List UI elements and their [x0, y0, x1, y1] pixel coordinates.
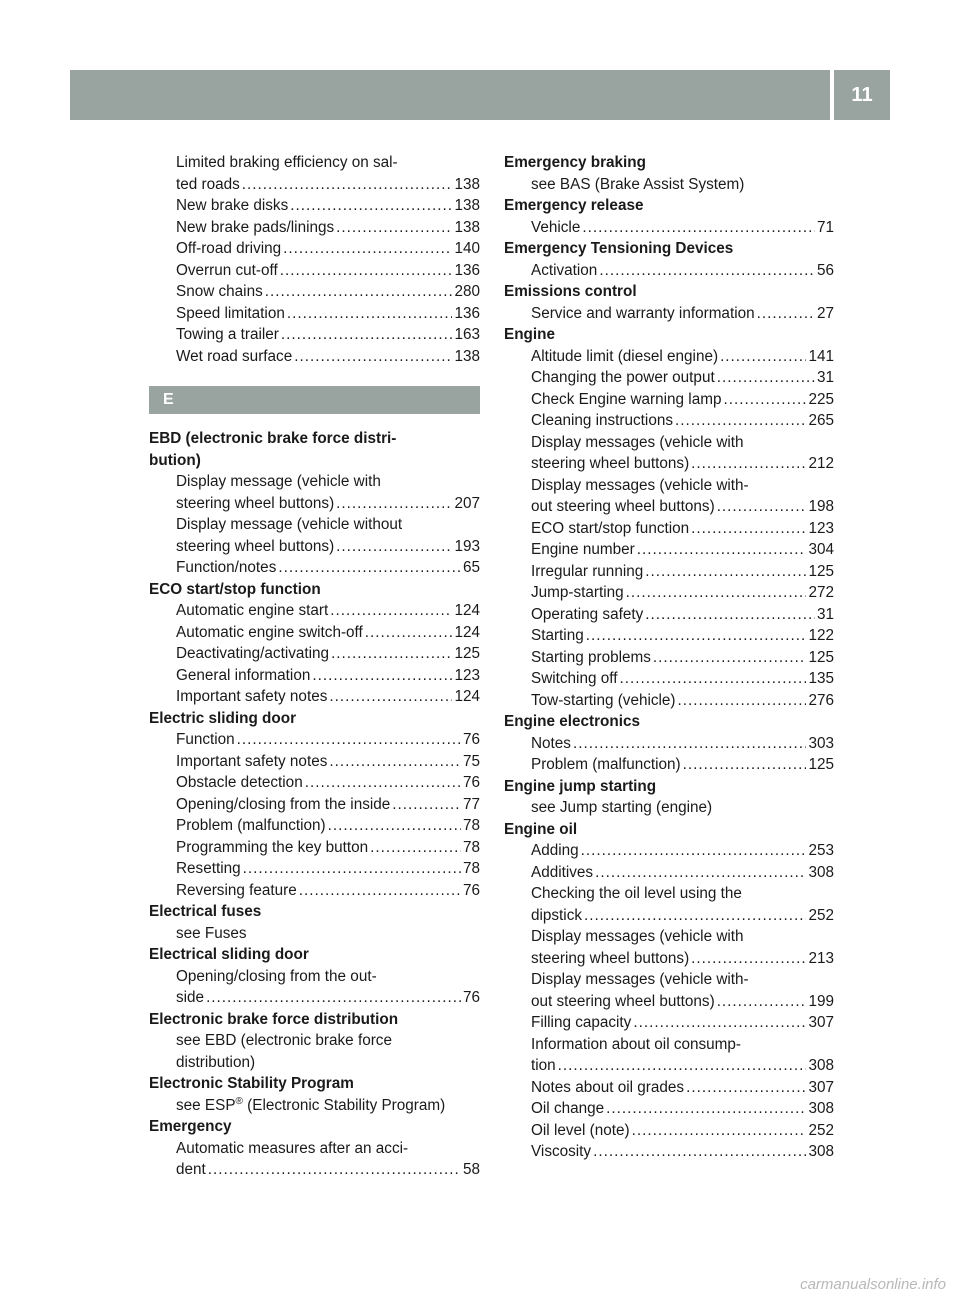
page-ref[interactable]: 124 [454, 602, 480, 619]
page-ref[interactable]: 65 [462, 559, 480, 576]
entry-text: Notes about oil grades [531, 1078, 685, 1096]
index-entry[interactable] [149, 174, 480, 196]
index-heading-emergency-release[interactable]: Emergency release [504, 197, 644, 214]
page-ref[interactable]: 122 [808, 627, 834, 644]
page-ref[interactable]: 136 [454, 261, 480, 279]
index-entry[interactable] [149, 772, 480, 794]
index-heading-ebd[interactable]: EBD (electronic brake force distri- [149, 430, 397, 447]
index-heading-emissions[interactable]: Emissions control [504, 283, 637, 300]
leader-dots [635, 539, 807, 561]
leader-dots [631, 1012, 806, 1034]
index-entry[interactable] [504, 367, 834, 389]
ee-items [504, 733, 834, 776]
engine-items [504, 346, 834, 712]
entry-text: Obstacle detection [176, 774, 303, 791]
see-reference[interactable]: see EBD (electronic brake force [176, 1032, 392, 1049]
entry-text: Adding [531, 842, 579, 859]
entry-text: Reversing feature [176, 881, 297, 899]
entry-text: Wet road surface [176, 347, 293, 365]
index-heading-etd[interactable]: Emergency Tensioning Devices [504, 240, 734, 257]
entry-text: Filling capacity [531, 1014, 632, 1031]
entry-text: Service and warranty information [531, 304, 755, 322]
leader-dots [617, 668, 806, 690]
index-entry[interactable] [504, 604, 834, 626]
page-ref[interactable]: 125 [808, 648, 834, 666]
leader-dots [278, 260, 453, 282]
page-ref[interactable]: 140 [454, 240, 480, 257]
entry-text: Operating safety [531, 605, 644, 623]
index-entry[interactable] [504, 539, 834, 561]
index-entry[interactable] [149, 643, 480, 665]
leader-dots [326, 815, 461, 837]
index-entry[interactable] [149, 729, 480, 751]
leader-dots [390, 794, 461, 816]
leader-dots [368, 837, 461, 859]
index-entry[interactable] [504, 668, 834, 690]
index-entry[interactable] [504, 1012, 834, 1034]
see-reference-esp[interactable] [149, 1095, 480, 1117]
leader-dots [263, 281, 453, 303]
index-entry[interactable] [504, 410, 834, 432]
index-entry[interactable] [149, 858, 480, 880]
index-entry[interactable] [504, 1034, 834, 1056]
index-heading-engine-jump-starting[interactable]: Engine jump starting [504, 777, 657, 795]
page-ref[interactable]: 308 [808, 1100, 834, 1117]
entry-text: Programming the key button [176, 838, 369, 856]
elsd-items [149, 966, 480, 1009]
header-bar [70, 70, 830, 120]
index-entry[interactable] [504, 346, 834, 368]
page-ref[interactable]: 123 [454, 666, 480, 684]
index-entry[interactable] [149, 600, 480, 622]
entry-text: Display message (vehicle with [176, 473, 381, 490]
page-ref[interactable]: 225 [808, 390, 834, 408]
see-reference-cont[interactable]: distribution) [176, 1053, 256, 1071]
page-ref[interactable]: 280 [454, 283, 480, 300]
index-entry[interactable] [504, 754, 834, 776]
emergency-items [149, 1138, 480, 1181]
entry-text: Important safety notes [176, 688, 328, 705]
leader-dots [556, 1055, 807, 1077]
leader-dots [718, 346, 806, 368]
letter-section-e: E [149, 386, 480, 414]
page-ref[interactable]: 77 [462, 795, 480, 813]
index-entry[interactable] [149, 346, 480, 368]
page-ref[interactable]: 308 [808, 1057, 834, 1074]
entry-text: out steering wheel buttons) [531, 498, 715, 515]
entry-text: Display messages (vehicle with- [531, 476, 749, 494]
eco-items [149, 600, 480, 708]
page-ref[interactable]: 308 [808, 1143, 834, 1160]
leader-dots [334, 536, 452, 558]
see-reference[interactable]: see Fuses [176, 924, 247, 942]
index-entry[interactable] [504, 840, 834, 862]
index-entry[interactable] [149, 880, 480, 902]
index-entry[interactable] [149, 493, 480, 515]
index-entry[interactable] [149, 324, 480, 346]
er-items [504, 217, 834, 239]
page-ref[interactable]: 123 [808, 519, 834, 537]
leader-dots [721, 389, 806, 411]
index-heading-engine-oil[interactable]: Engine oil [504, 820, 578, 838]
page-ref[interactable]: 125 [808, 756, 834, 773]
entry-text: Oil level (note) [531, 1121, 630, 1139]
index-entry[interactable] [149, 987, 480, 1009]
leader-dots [684, 1077, 806, 1099]
ebd-items [149, 471, 480, 579]
index-entry[interactable] [504, 647, 834, 669]
index-heading-electric-sliding-door[interactable]: Electric sliding door [149, 709, 297, 727]
page-ref[interactable]: 31 [816, 605, 834, 623]
entry-text: out steering wheel buttons) [531, 992, 715, 1010]
page-title: Index [767, 154, 822, 177]
entry-text: tion [531, 1057, 556, 1074]
index-entry[interactable] [149, 260, 480, 282]
left-top-items [149, 152, 480, 367]
index-entry[interactable] [149, 152, 480, 174]
page-ref[interactable]: 31 [816, 369, 834, 386]
leader-dots [281, 238, 452, 260]
index-entry[interactable] [504, 991, 834, 1013]
entry-text: Vehicle [531, 218, 581, 236]
leader-dots [279, 324, 453, 346]
entry-text: Resetting [176, 860, 241, 877]
page-ref[interactable]: 272 [808, 584, 834, 601]
leader-dots [310, 665, 452, 687]
entry-text: Display message (vehicle without [176, 516, 403, 533]
leader-dots [755, 303, 815, 325]
index-entry[interactable] [504, 969, 834, 991]
etd-items [504, 260, 834, 282]
entry-text: steering wheel buttons) [176, 494, 335, 512]
leader-dots [334, 493, 452, 515]
page-ref[interactable]: 212 [808, 455, 834, 472]
entry-text: Display messages (vehicle with [531, 433, 744, 451]
index-entry[interactable] [149, 303, 480, 325]
entry-text: Cleaning instructions [531, 412, 673, 429]
leader-dots [582, 905, 806, 927]
entry-text: General information [176, 666, 311, 684]
leader-dots [643, 604, 815, 626]
page-ref[interactable]: 71 [816, 218, 834, 236]
leader-dots [285, 303, 453, 325]
entry-text: Starting problems [531, 648, 651, 666]
entry-text: Overrun cut-off [176, 261, 278, 279]
index-entry[interactable] [504, 1141, 834, 1163]
entry-text: Opening/closing from the inside [176, 795, 391, 813]
entry-text: Altitude limit (diesel engine) [531, 347, 719, 365]
page-ref[interactable]: 307 [808, 1078, 834, 1096]
page-ref[interactable]: 193 [454, 537, 480, 555]
entry-text: Automatic engine start [176, 602, 329, 619]
entry-text: Towing a trailer [176, 326, 279, 343]
index-entry[interactable] [149, 557, 480, 579]
index-entry[interactable] [504, 883, 834, 905]
oil-items [504, 840, 834, 1163]
leader-dots [329, 643, 452, 665]
index-entry[interactable] [504, 496, 834, 518]
leader-dots [624, 582, 807, 604]
leader-dots [571, 733, 807, 755]
index-entry[interactable] [504, 926, 834, 948]
page-ref[interactable]: 304 [808, 541, 834, 558]
leader-dots [630, 1120, 807, 1142]
entry-text: Viscosity [531, 1143, 592, 1160]
leader-dots [292, 346, 452, 368]
page-ref[interactable]: 75 [462, 752, 480, 770]
entry-text: Opening/closing from the out- [176, 967, 377, 985]
leader-dots [303, 772, 461, 794]
entry-text: Snow chains [176, 283, 263, 300]
entry-text: Display messages (vehicle with [531, 928, 744, 945]
leader-dots [297, 880, 461, 902]
index-entry[interactable] [149, 514, 480, 536]
leader-dots [689, 518, 806, 540]
leader-dots [235, 729, 461, 751]
entry-text: steering wheel buttons) [531, 455, 690, 472]
page-ref[interactable]: 76 [462, 881, 480, 899]
emis-items [504, 303, 834, 325]
page-ref[interactable]: 58 [462, 1161, 480, 1178]
page-ref[interactable]: 138 [454, 197, 480, 214]
page-ref[interactable]: 307 [808, 1014, 834, 1031]
index-entry[interactable] [504, 453, 834, 475]
leader-dots [276, 557, 461, 579]
leader-dots [206, 1159, 461, 1181]
watermark: carmanualsonline.info [800, 1276, 946, 1293]
leader-dots [689, 453, 806, 475]
page-ref[interactable]: 265 [808, 412, 834, 429]
entry-text: New brake disks [176, 197, 289, 214]
index-entry[interactable] [504, 303, 834, 325]
leader-dots [651, 647, 807, 669]
page-ref[interactable]: 124 [454, 688, 480, 705]
index-entry[interactable] [504, 260, 834, 282]
entry-text: Speed limitation [176, 304, 285, 322]
leader-dots [681, 754, 807, 776]
leader-dots [584, 625, 807, 647]
index-heading-engine-electronics[interactable]: Engine electronics [504, 713, 641, 730]
leader-dots [643, 561, 806, 583]
entry-text: Changing the power output [531, 369, 715, 386]
entry-text: Additives [531, 863, 594, 881]
leader-dots [676, 690, 807, 712]
index-heading-emergency-braking[interactable]: Emergency braking [504, 154, 646, 171]
page-ref[interactable]: 207 [454, 494, 480, 512]
index-entry[interactable] [504, 690, 834, 712]
index-entry[interactable] [149, 217, 480, 239]
index-entry[interactable] [504, 905, 834, 927]
see-text: see ESP [176, 1096, 236, 1114]
entry-text: New brake pads/linings [176, 218, 335, 236]
index-entry[interactable] [149, 536, 480, 558]
see-text-cont: (Electronic Stability Program) [242, 1096, 446, 1114]
entry-text: Notes [531, 734, 571, 752]
entry-text: Function/notes [176, 559, 277, 576]
index-heading-esp[interactable]: Electronic Stability Program [149, 1075, 354, 1092]
entry-text: Check Engine warning lamp [531, 390, 722, 408]
page-ref[interactable]: 125 [808, 562, 834, 580]
index-entry[interactable] [504, 733, 834, 755]
page-ref[interactable]: 78 [462, 817, 480, 834]
index-entry[interactable] [149, 238, 480, 260]
index-entry[interactable] [504, 475, 834, 497]
page-ref[interactable]: 56 [816, 261, 834, 279]
page-ref[interactable]: 252 [808, 1121, 834, 1139]
entry-text: Oil change [531, 1100, 605, 1117]
entry-text: steering wheel buttons) [176, 537, 335, 555]
leader-dots [580, 217, 815, 239]
index-entry[interactable] [504, 389, 834, 411]
entry-text: Activation [531, 261, 598, 279]
page-ref[interactable]: 76 [462, 989, 480, 1006]
index-entry[interactable] [504, 1098, 834, 1120]
index-entry[interactable] [504, 561, 834, 583]
index-entry[interactable] [149, 815, 480, 837]
index-entry[interactable] [149, 471, 480, 493]
index-entry[interactable] [149, 622, 480, 644]
page-ref[interactable]: 76 [462, 731, 480, 748]
page-ref[interactable]: 136 [454, 304, 480, 322]
index-heading-electrical-sliding-door[interactable]: Electrical sliding door [149, 946, 309, 963]
page-ref[interactable]: 198 [808, 498, 834, 515]
index-heading-engine[interactable]: Engine [504, 326, 555, 343]
index-entry[interactable] [504, 625, 834, 647]
see-reference[interactable]: see Jump starting (engine) [531, 799, 713, 816]
entry-text: Jump-starting [531, 584, 624, 601]
see-reference[interactable]: see BAS (Brake Assist System) [531, 175, 745, 193]
index-entry[interactable] [149, 837, 480, 859]
page-ref[interactable]: 135 [808, 670, 834, 687]
index-entry[interactable] [149, 1138, 480, 1160]
page-ref[interactable]: 78 [462, 838, 480, 856]
leader-dots [597, 260, 815, 282]
entry-text: Information about oil consump- [531, 1035, 742, 1053]
page-ref[interactable]: 199 [808, 992, 834, 1010]
leader-dots [593, 862, 806, 884]
entry-text: Engine number [531, 541, 635, 558]
index-entry[interactable] [149, 751, 480, 773]
page-ref[interactable]: 163 [454, 326, 480, 343]
page-ref[interactable]: 276 [808, 691, 834, 709]
index-entry[interactable] [504, 518, 834, 540]
leader-dots [288, 195, 452, 217]
page-ref[interactable]: 213 [808, 949, 834, 967]
entry-text: Important safety notes [176, 752, 328, 770]
index-heading-electrical-fuses[interactable]: Electrical fuses [149, 903, 262, 920]
page-ref[interactable]: 78 [462, 860, 480, 877]
entry-text: Checking the oil level using the [531, 885, 742, 902]
index-entry[interactable] [149, 281, 480, 303]
index-entry[interactable] [504, 862, 834, 884]
leader-dots [715, 367, 815, 389]
esd-items [149, 729, 480, 901]
index-entry[interactable] [149, 686, 480, 708]
leader-dots [689, 948, 806, 970]
index-entry[interactable] [149, 1159, 480, 1181]
leader-dots [240, 174, 453, 196]
entry-text: Problem (malfunction) [176, 817, 326, 834]
page-ref[interactable]: 253 [808, 842, 834, 859]
index-entry[interactable] [149, 794, 480, 816]
page-ref[interactable]: 138 [454, 175, 480, 193]
index-heading-ebd-cont[interactable]: bution) [149, 451, 201, 469]
page-ref[interactable]: 27 [816, 304, 834, 322]
index-entry[interactable] [149, 665, 480, 687]
leader-dots [327, 686, 452, 708]
leader-dots [204, 987, 461, 1009]
entry-text: dent [176, 1161, 206, 1178]
entry-text: Automatic measures after an acci- [176, 1139, 409, 1157]
leader-dots [591, 1141, 806, 1163]
entry-text: Off-road driving [176, 240, 282, 257]
page-ref[interactable]: 252 [808, 906, 834, 924]
entry-text: Switching off [531, 670, 618, 687]
index-entry[interactable] [149, 966, 480, 988]
entry-text: Starting [531, 627, 584, 644]
left-column [149, 152, 480, 1181]
entry-text: Limited braking efficiency on sal- [176, 154, 398, 171]
leader-dots [363, 622, 453, 644]
index-heading-eco[interactable]: ECO start/stop function [149, 580, 321, 598]
entry-text: ECO start/stop function [531, 519, 690, 537]
page-ref[interactable]: 303 [808, 734, 834, 752]
right-column [504, 152, 834, 1163]
registered-mark: ® [235, 1095, 243, 1107]
index-entry[interactable] [504, 432, 834, 454]
page-ref[interactable]: 308 [808, 863, 834, 881]
index-entry[interactable] [504, 1077, 834, 1099]
leader-dots [334, 217, 452, 239]
leader-dots [715, 991, 807, 1013]
entry-text: Irregular running [531, 562, 644, 580]
index-entry[interactable] [504, 948, 834, 970]
index-heading-emergency[interactable]: Emergency [149, 1118, 232, 1135]
page-ref[interactable]: 138 [454, 218, 480, 236]
leader-dots [673, 410, 806, 432]
entry-text: Automatic engine switch-off [176, 623, 363, 641]
entry-text: side [176, 989, 205, 1006]
index-entry[interactable] [149, 195, 480, 217]
page-ref[interactable]: 138 [454, 347, 480, 365]
leader-dots [604, 1098, 806, 1120]
index-entry[interactable] [504, 217, 834, 239]
page-ref[interactable]: 76 [462, 774, 480, 791]
entry-text: Display messages (vehicle with- [531, 971, 749, 988]
leader-dots [241, 858, 461, 880]
page-ref[interactable]: 141 [808, 347, 834, 365]
page-number: 11 [851, 84, 873, 106]
index-heading-ebfd[interactable]: Electronic brake force distribution [149, 1010, 399, 1028]
entry-text: dipstick [531, 906, 583, 924]
leader-dots [327, 751, 461, 773]
leader-dots [715, 496, 807, 518]
entry-text: ted roads [176, 175, 240, 193]
entry-text: Deactivating/activating [176, 645, 330, 662]
leader-dots [328, 600, 452, 622]
entry-text: Function [176, 731, 235, 748]
index-entry[interactable] [504, 1120, 834, 1142]
leader-dots [579, 840, 807, 862]
page-ref[interactable]: 124 [454, 623, 480, 641]
entry-text: Problem (malfunction) [531, 756, 681, 773]
page-ref[interactable]: 125 [454, 645, 480, 662]
index-entry[interactable] [504, 1055, 834, 1077]
index-entry[interactable] [504, 582, 834, 604]
entry-text: Tow-starting (vehicle) [531, 691, 676, 709]
entry-text: steering wheel buttons) [531, 949, 690, 967]
